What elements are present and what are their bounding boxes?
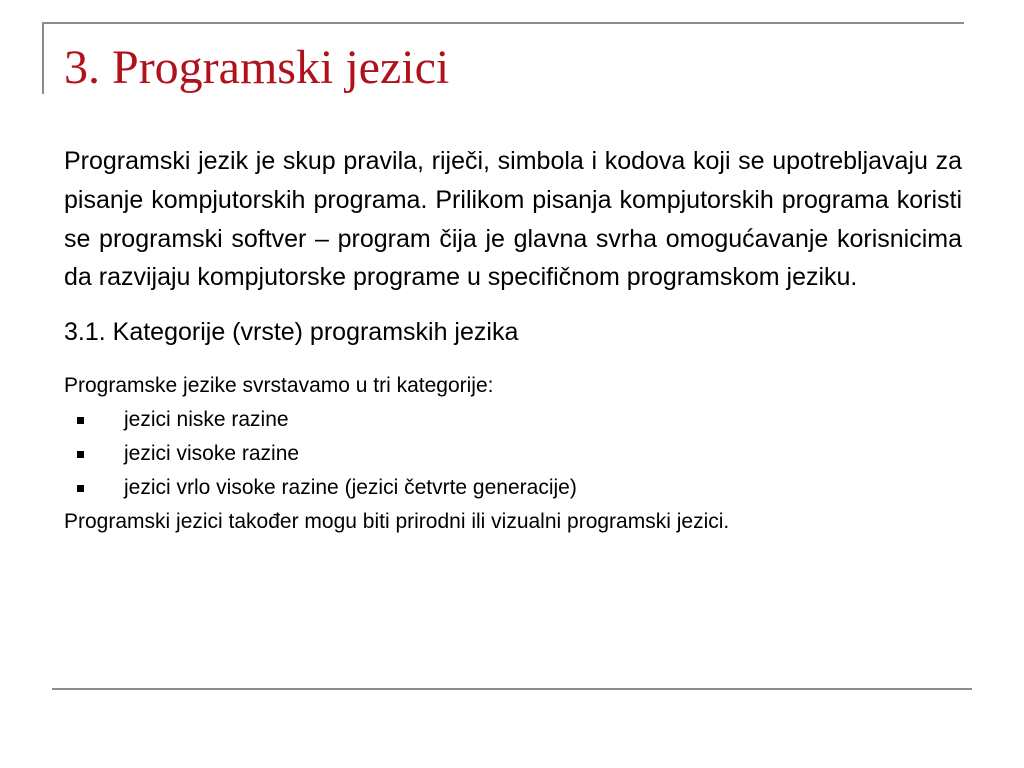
list-item-label: jezici niske razine	[124, 408, 289, 432]
section-subheading: 3.1. Kategorije (vrste) programskih jezika	[64, 318, 519, 347]
frame-left-line	[42, 22, 44, 94]
list-item-label: jezici visoke razine	[124, 442, 300, 466]
intro-paragraph: Programski jezik je skup pravila, riječi, simbola i kodova koji se upotrebljavaju za pisanje kompjutorskih programa. Prilikom pisanja kompjutorskih programa koristi se programski softver – program čija je glavna svrha omogućavanje korisnicima da razvijaju kompjutorske programe u specifičnom programskom jeziku.	[64, 147, 962, 292]
frame-bottom-line	[52, 688, 972, 690]
slide-content	[64, 142, 962, 538]
square-bullet-icon	[77, 485, 84, 492]
square-bullet-icon	[77, 417, 84, 424]
frame-top-line	[42, 22, 964, 24]
list-item	[64, 437, 962, 471]
list-item	[64, 471, 962, 505]
list-item-label: jezici vrlo visoke razine (jezici četvrte generacije)	[124, 476, 577, 500]
slide-title: 3. Programski jezici	[64, 41, 450, 94]
closing-paragraph: Programski jezici također mogu biti prirodni ili vizualni programski jezici.	[64, 510, 730, 534]
list-item	[64, 403, 962, 437]
square-bullet-icon	[77, 451, 84, 458]
categories-lead: Programske jezike svrstavamo u tri kategorije:	[64, 374, 494, 398]
categories-list	[64, 403, 962, 505]
